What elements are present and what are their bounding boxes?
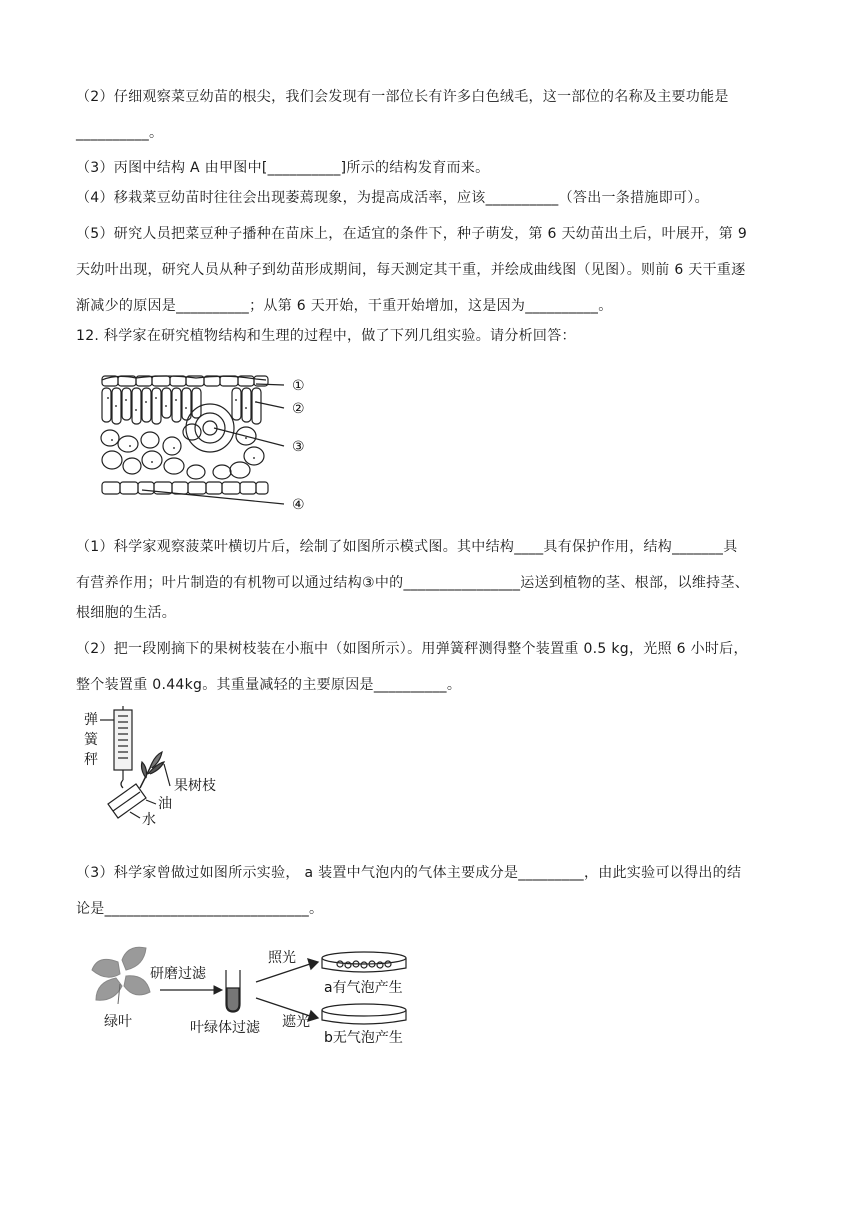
q11-part5-line3: 渐减少的原因是__________；从第 6 天开始，干重开始增加，这是因为__________。 [76,298,613,314]
q11-part3: （3）丙图中结构 A 由甲图中[__________]所示的结构发育而来。 [76,160,490,176]
scale-label-char-2: 簧 [84,732,98,748]
q12-part1-line2: 有营养作用；叶片制造的有机物可以通过结构③中的________________运送到植物的茎、根部，以维持茎、 [76,575,750,591]
result-a-label: a有气泡产生 [324,980,403,996]
leaf-label-2: ② [292,401,305,417]
scale-label-char-1: 弹 [84,712,98,728]
q12-part3-line2: 论是____________________________。 [76,901,324,917]
dark-label: 遮光 [282,1014,310,1030]
q11-part2-line1: （2）仔细观察菜豆幼苗的根尖，我们会发现有一部位长有许多白色绒毛，这一部位的名称及主要功能是 [76,89,729,105]
leaf-label-1: ① [292,378,305,394]
q12-part1-line3: 根细胞的生活。 [76,605,177,621]
q12-part1-line1: （1）科学家观察菠菜叶横切片后，绘制了如图所示模式图。其中结构____具有保护作用，结构_______具 [76,539,738,555]
q12-part2-line2: 整个装置重 0.44kg。其重量减轻的主要原因是__________。 [76,677,462,693]
q12-part3-line1: （3）科学家曾做过如图所示实验， a 装置中气泡内的气体主要成分是_________，由此实验可以得出的结 [76,865,742,881]
q11-part5-line1: （5）研究人员把菜豆种子播种在苗床上，在适宜的条件下，种子萌发，第 6 天幼苗出土后，叶展开，第 9 [76,226,748,242]
grind-filter-label: 研磨过滤 [150,966,206,982]
light-label: 照光 [268,950,296,966]
leaf-label-4: ④ [292,497,305,513]
q11-part4: （4）移栽菜豆幼苗时往往会出现萎蔫现象，为提高成活率，应该__________（答出一条措施即可）。 [76,190,709,206]
oil-label: 油 [158,796,172,812]
water-label: 水 [142,812,156,828]
q12-part2-line1: （2）把一段刚摘下的果树枝装在小瓶中（如图所示）。用弹簧秤测得整个装置重 0.5 kg，光照 6 小时后， [76,641,748,657]
q12-title: 12. 科学家在研究植物结构和生理的过程中，做了下列几组实验。请分析回答： [76,328,576,344]
leaf-label-3: ③ [292,439,305,455]
q11-part5-line2: 天幼叶出现，研究人员从种子到幼苗形成期间，每天测定其干重，并绘成曲线图（见图）。则前 6 天干重逐 [76,262,746,278]
spring-scale-figure [80,704,230,828]
q11-part2-line2: __________。 [76,125,164,141]
chloroplast-filter-label: 叶绿体过滤 [190,1020,260,1036]
leaf-cross-section-figure [96,372,326,514]
result-b-label: b无气泡产生 [324,1030,403,1046]
chloroplast-experiment-figure [88,944,428,1050]
green-leaf-label: 绿叶 [104,1014,132,1030]
branch-label: 果树枝 [174,778,216,794]
scale-label-char-3: 秤 [84,752,98,768]
